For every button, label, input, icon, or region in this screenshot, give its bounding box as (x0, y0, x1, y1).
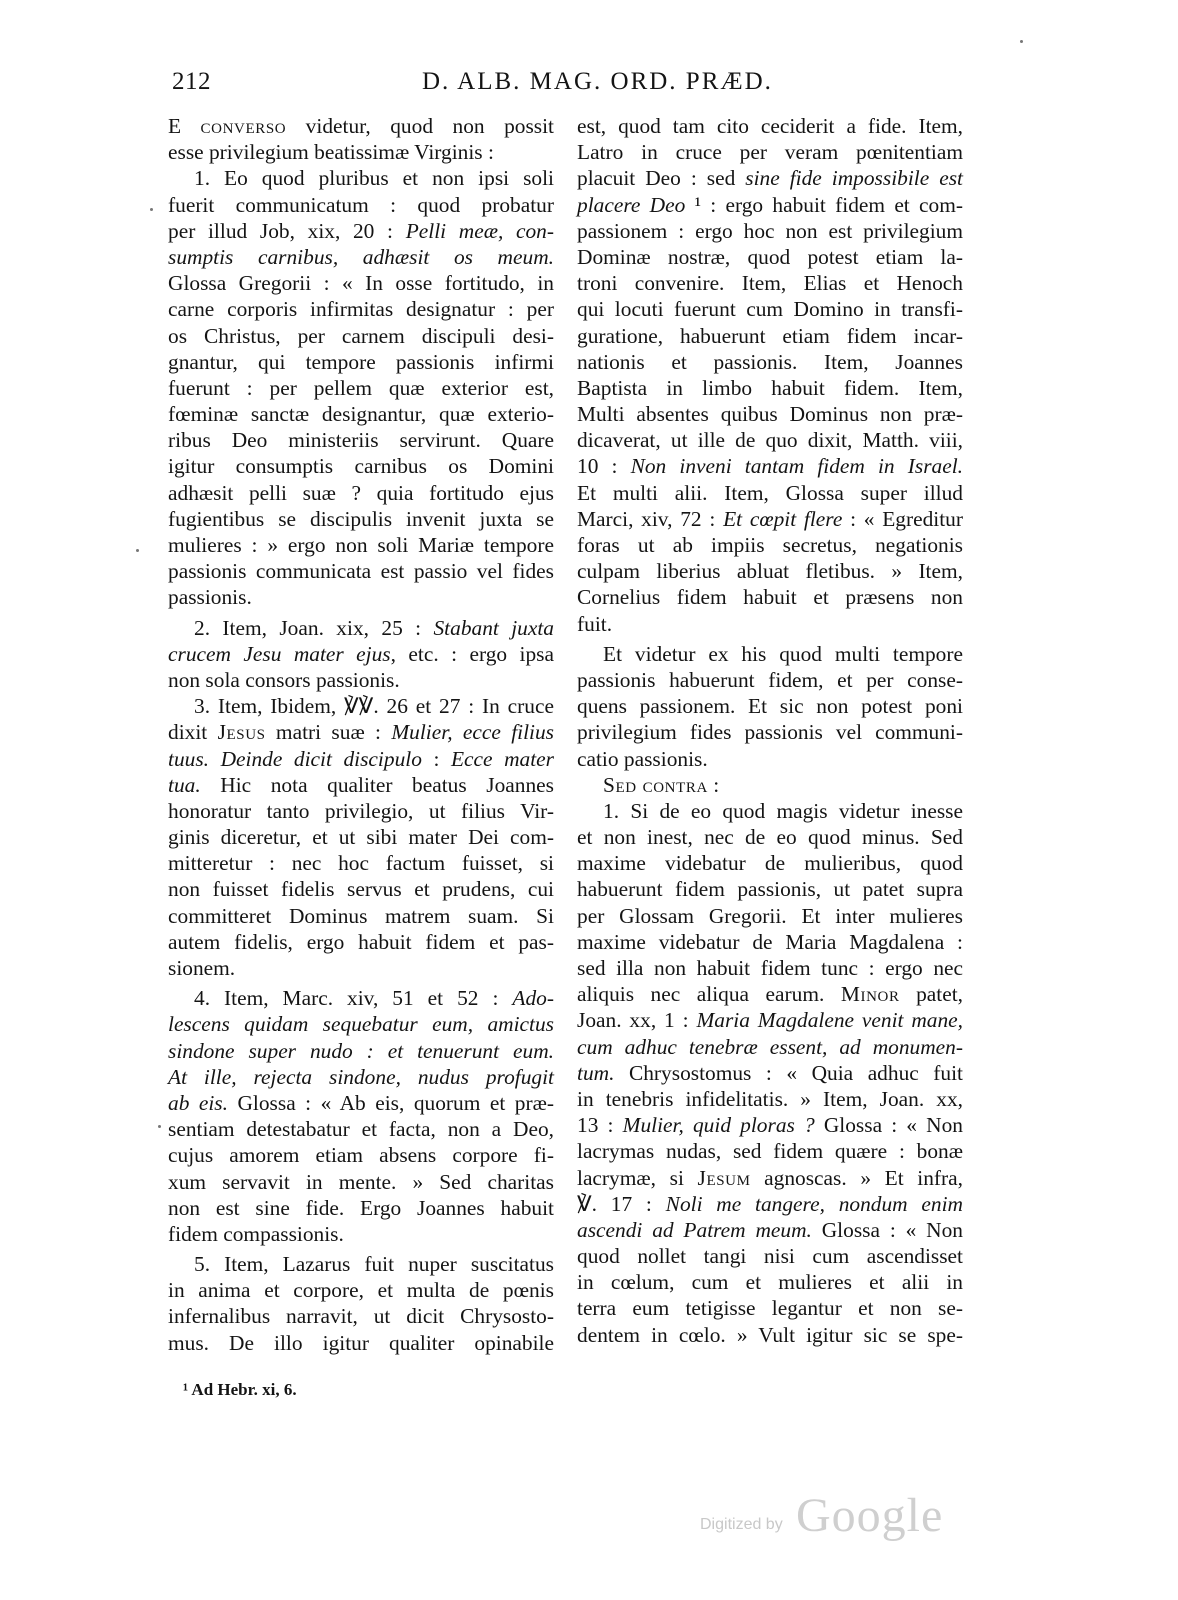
text-segment: lacrymas nudas, sed fidem quære : bonæ (577, 1139, 963, 1164)
text-line (168, 558, 554, 584)
text-line (168, 746, 554, 772)
text-line (168, 1090, 554, 1116)
text-line (577, 876, 963, 902)
running-head (172, 68, 978, 108)
text-line (168, 850, 554, 876)
text-line (577, 611, 963, 637)
page-number: 212 (172, 68, 211, 95)
text-segment: mitteretur : nec hoc factum fuisset, si (168, 851, 554, 876)
text-segment: fugientibus se discipulis invenit juxta se (168, 506, 554, 531)
footnote-marker: ¹ (183, 1380, 189, 1399)
text-segment: quod nollet tangi nisi cum ascendisset (577, 1244, 963, 1269)
google-logo: Google (796, 1489, 944, 1542)
text-segment: catio passionis. (577, 746, 708, 771)
text-line (168, 693, 554, 719)
text-line (577, 955, 963, 981)
text-segment: fidem compassionis. (168, 1221, 344, 1246)
text-segment: passionis communicata est passio vel fides (168, 559, 554, 584)
text-line (168, 1142, 554, 1168)
text-segment: fuerit communicatum : quod probatur (168, 192, 554, 217)
text-segment: gnantur, qui tempore passionis infirmi (168, 349, 554, 374)
text-segment: E (168, 114, 201, 138)
left-column (168, 113, 554, 1356)
text-line (168, 139, 554, 165)
text-line (168, 532, 554, 558)
text-segment: crucem Jesu mater ejus (168, 641, 391, 666)
text-segment: dentem in cœlo. » Vult igitur sic se spe- (577, 1322, 963, 1347)
text-segment: ascendi ad Patrem meum. (577, 1217, 812, 1242)
text-segment: Ecce mater (450, 746, 554, 771)
text-line (577, 1112, 963, 1138)
text-line (168, 641, 554, 667)
text-line (168, 296, 554, 322)
text-line (577, 296, 963, 322)
text-segment: cujus amorem etiam absens corpore fi- (168, 1143, 554, 1168)
text-line (577, 1217, 963, 1243)
text-segment: lescens quidam sequebatur eum, amictus (168, 1012, 554, 1037)
text-line (577, 903, 963, 929)
text-line (577, 1191, 963, 1217)
text-segment: dicaverat, ut ille de quo dixit, Matth. viii, (577, 428, 963, 453)
text-line (577, 401, 963, 427)
text-line (577, 480, 963, 506)
text-line (577, 427, 963, 453)
text-line (577, 981, 963, 1007)
text-segment: Mulier, ecce filius (391, 720, 554, 745)
text-line (168, 1011, 554, 1037)
text-line (168, 165, 554, 191)
text-line (577, 584, 963, 610)
text-line (168, 584, 554, 610)
text-segment: videtur, quod non possit (286, 114, 554, 138)
text-segment: in anima et corpore, et multa de pœnis (168, 1278, 554, 1303)
text-segment: in cœlum, cum et mulieres et alii in (577, 1270, 963, 1295)
text-line (577, 139, 963, 165)
text-segment: qui locuti fuerunt cum Domino in transfi- (577, 297, 963, 322)
text-segment: Glossa : « Non (811, 1217, 963, 1242)
text-line (168, 1169, 554, 1195)
text-segment: Pelli meæ, con- (405, 218, 554, 243)
text-line (168, 349, 554, 375)
text-line (168, 1251, 554, 1277)
text-segment: Joan. xx, 1 : (577, 1008, 697, 1033)
text-segment: maxime videbatur de mulieribus, quod (577, 851, 963, 876)
text-segment: At ille, rejecta sindone, nudus profugit (168, 1064, 554, 1089)
text-segment: Sed contra (603, 772, 708, 797)
text-segment: est, quod tam cito ceciderit a fide. Item, (577, 114, 963, 138)
text-line (168, 113, 554, 139)
text-segment: 2. Item, Joan. xix, 25 : (194, 615, 434, 640)
text-line (577, 375, 963, 401)
text-segment: , etc. : ergo ipsa (390, 641, 554, 666)
text-segment: non fuisset fidelis servus et prudens, cui (168, 877, 554, 902)
text-segment: maxime videbatur de Maria Magdalena : (577, 929, 963, 954)
text-segment: Ado- (512, 986, 554, 1011)
text-segment: fuerunt : per pellem quæ exterior est, (168, 375, 554, 400)
text-segment: Baptista in limbo habuit fidem. Item, (577, 375, 963, 400)
text-line (577, 165, 963, 191)
text-line (168, 824, 554, 850)
text-segment: 3. Item, Ibidem, ℣℣. 26 et 27 : In cruce (194, 694, 554, 719)
text-line (577, 1165, 963, 1191)
text-line (577, 244, 963, 270)
text-segment: adhæsit pelli suæ ? quia fortitudo ejus (168, 480, 554, 505)
text-line (168, 903, 554, 929)
text-line (577, 558, 963, 584)
text-segment: tua. (168, 772, 201, 797)
scan-speck (150, 208, 153, 211)
text-segment: Stabant juxta (433, 615, 555, 640)
scan-speck (1020, 40, 1023, 43)
text-line (168, 876, 554, 902)
text-segment: per Glossam Gregorii. Et inter mulieres (577, 903, 963, 928)
text-line (168, 1195, 554, 1221)
text-line (577, 693, 963, 719)
text-segment: Et cœpit flere (723, 506, 843, 531)
text-segment: Jesus (217, 720, 266, 745)
text-segment: agnoscas. » Et infra, (750, 1165, 963, 1190)
text-segment: Chrysostomus : « Quia adhuc fuit (614, 1060, 963, 1085)
text-segment: Minor (840, 982, 900, 1007)
text-line (168, 929, 554, 955)
text-segment: placuit Deo : sed (577, 166, 746, 191)
text-segment: igitur consumptis carnibus os Domini (168, 454, 554, 479)
text-line (577, 929, 963, 955)
text-line (168, 375, 554, 401)
text-segment: habuerunt fidem passionis, ut patet supra (577, 877, 963, 902)
text-line (168, 985, 554, 1011)
text-line (168, 1303, 554, 1329)
text-segment: Noli me tangere, nondum enim (665, 1191, 963, 1216)
text-line (577, 506, 963, 532)
text-line (577, 1034, 963, 1060)
text-segment: sed illa non habuit fidem tunc : ergo nec (577, 956, 963, 980)
text-line (168, 1116, 554, 1142)
text-segment: xum servavit in mente. » Sed charitas (168, 1169, 554, 1194)
text-segment: ℣. 17 : (577, 1191, 666, 1216)
text-line (577, 323, 963, 349)
watermark-prefix: Digitized by (700, 1516, 783, 1533)
text-segment: nationis et passionis. Item, Joannes (577, 349, 963, 374)
text-line (577, 218, 963, 244)
text-line (168, 218, 554, 244)
text-line (577, 1243, 963, 1269)
text-segment: : « Egreditur (842, 506, 963, 531)
text-line (577, 641, 963, 667)
text-line (168, 244, 554, 270)
text-segment: aliquis nec aliqua earum. (577, 982, 841, 1007)
text-line (577, 1138, 963, 1164)
text-segment: Glossa Gregorii : « In osse fortitudo, in (168, 271, 554, 296)
text-segment: fuit. (577, 611, 613, 636)
text-segment: : (421, 746, 451, 771)
text-line (168, 798, 554, 824)
text-segment: Et multi alii. Item, Glossa super illud (577, 480, 963, 505)
scan-speck (158, 1125, 161, 1128)
text-segment: sionem. (168, 956, 236, 980)
text-segment: Mulier, quid ploras ? (622, 1113, 815, 1138)
text-segment: infernalibus narravit, ut dicit Chrysosto- (168, 1304, 554, 1329)
text-line (168, 270, 554, 296)
text-segment: Maria Magdalene venit mane, (696, 1008, 964, 1033)
footnote-text: Ad Hebr. xi, 6. (191, 1380, 297, 1399)
text-segment: troni convenire. Item, Elias et Henoch (577, 271, 963, 296)
text-line (577, 667, 963, 693)
text-segment: Latro in cruce per veram pœnitentiam (577, 140, 963, 165)
text-line (577, 1086, 963, 1112)
digitized-watermark (700, 1488, 944, 1548)
text-line (168, 1277, 554, 1303)
text-segment: passionis habuerunt fidem, et per conse- (577, 667, 963, 692)
text-segment: placere Deo (577, 192, 686, 217)
text-line (577, 746, 963, 772)
text-segment: tuus. Deinde dicit discipulo (168, 746, 422, 771)
text-segment: et non inest, nec de eo quod minus. Sed (577, 825, 963, 850)
text-segment: dixit (168, 720, 218, 745)
text-line (577, 824, 963, 850)
text-line (168, 719, 554, 745)
text-segment: 1. Eo quod pluribus et non ipsi soli (194, 166, 554, 191)
text-segment: ¹ : ergo habuit fidem et com- (685, 192, 963, 217)
text-segment: mus. De illo igitur qualiter opinabile (168, 1330, 554, 1355)
text-segment: Marci, xiv, 72 : (577, 506, 724, 531)
text-segment: passionis. (168, 585, 252, 610)
text-line (168, 1038, 554, 1064)
text-segment: Glossa : « Non (814, 1113, 963, 1138)
text-segment: terra eum tetigisse legantur et non se- (577, 1296, 963, 1321)
text-segment: autem fidelis, ergo habuit fidem et pas- (168, 929, 554, 954)
text-line (168, 1221, 554, 1247)
text-segment: os Christus, per carnem discipuli desi- (168, 323, 554, 348)
text-line (577, 719, 963, 745)
text-segment: 13 : (577, 1113, 623, 1138)
text-segment: non est sine fide. Ergo Joannes habuit (168, 1195, 554, 1220)
text-segment: sine fide impossibile est (745, 166, 963, 191)
text-line (577, 1322, 963, 1348)
text-segment: Hic nota qualiter beatus Joannes (200, 772, 554, 797)
footnote (183, 1380, 297, 1400)
text-line (577, 1295, 963, 1321)
text-segment: 5. Item, Lazarus fuit nuper suscitatus (194, 1252, 554, 1277)
text-segment: Et videtur ex his quod multi tempore (603, 641, 963, 666)
running-title: D. ALB. MAG. ORD. PRÆD. (422, 68, 773, 95)
text-line (168, 1330, 554, 1356)
text-segment: guratione, habuerunt etiam fidem incar- (577, 323, 963, 348)
text-segment: sumptis carnibus, adhæsit os meum. (168, 244, 554, 269)
text-segment: carne corporis infirmitas designatur : per (168, 297, 554, 322)
text-line (577, 270, 963, 296)
text-segment: Jesum (697, 1165, 751, 1190)
text-segment: fœminæ sanctæ designantur, quæ exterio- (168, 402, 554, 427)
text-segment: Dominæ nostræ, quod potest etiam la- (577, 244, 963, 269)
text-segment: honoratur tanto privilegio, ut filius Vir- (168, 798, 554, 823)
text-line (577, 1007, 963, 1033)
text-line (168, 480, 554, 506)
text-segment: ab eis. (168, 1090, 228, 1115)
text-line (577, 192, 963, 218)
text-line (577, 113, 963, 139)
text-line (577, 453, 963, 479)
text-segment: foras ut ab impiis secretus, negationis (577, 533, 963, 557)
text-line (168, 667, 554, 693)
text-segment: Cornelius fidem habuit et præsens non (577, 585, 963, 610)
text-segment: cum adhuc tenebræ essent, ad monumen- (577, 1034, 963, 1059)
text-segment: ginis diceretur, et ut sibi mater Dei com- (168, 825, 554, 850)
scan-speck (136, 549, 139, 552)
text-line (577, 532, 963, 558)
text-segment: committeret Dominus matrem suam. Si (168, 903, 554, 928)
text-line (168, 955, 554, 981)
text-line (168, 615, 554, 641)
text-line (577, 1060, 963, 1086)
text-line (168, 427, 554, 453)
text-line (577, 798, 963, 824)
text-segment: 1. Si de eo quod magis videtur inesse (603, 798, 963, 823)
text-segment: non sola consors passionis. (168, 667, 400, 692)
text-line (168, 323, 554, 349)
text-segment: matri suæ : (265, 720, 392, 745)
text-segment: : (707, 772, 720, 797)
text-segment: esse privilegium beatissimæ Virginis : (168, 140, 494, 165)
text-line (577, 349, 963, 375)
text-segment: lacrymæ, si (577, 1165, 698, 1190)
text-segment: passionem : ergo hoc non est privilegium (577, 218, 963, 243)
text-segment: per illud Job, xix, 20 : (168, 218, 406, 243)
text-segment: Glossa : « Ab eis, quorum et præ- (227, 1090, 554, 1115)
text-segment: 4. Item, Marc. xiv, 51 et 52 : (194, 986, 513, 1011)
text-segment: mulieres : » ergo non soli Mariæ tempore (168, 533, 554, 557)
text-line (168, 506, 554, 532)
text-segment: Non inveni tantam fidem in Israel. (630, 454, 963, 479)
text-segment: ribus Deo ministeriis servirunt. Quare (168, 428, 554, 453)
text-segment: culpam liberius abluat fletibus. » Item, (577, 559, 963, 584)
text-segment: in tenebris infidelitatis. » Item, Joan. xx, (577, 1086, 963, 1111)
text-line (577, 772, 963, 798)
text-segment: Multi absentes quibus Dominus non præ- (577, 402, 963, 427)
text-line (168, 401, 554, 427)
text-line (168, 772, 554, 798)
text-segment: sindone super nudo : et tenuerunt eum. (168, 1038, 554, 1063)
text-segment: converso (200, 114, 287, 138)
text-line (168, 1064, 554, 1090)
text-line (577, 1269, 963, 1295)
text-segment: quens passionem. Et sic non potest poni (577, 694, 963, 719)
text-segment: 10 : (577, 454, 631, 479)
text-segment: tum. (577, 1060, 615, 1085)
text-segment: patet, (899, 982, 964, 1007)
text-segment: privilegium fides passionis vel communi- (577, 720, 963, 745)
text-line (168, 453, 554, 479)
text-line (168, 192, 554, 218)
text-line (577, 850, 963, 876)
text-segment: sentiam detestabatur et facta, non a Deo, (168, 1117, 554, 1142)
right-column (577, 113, 963, 1348)
